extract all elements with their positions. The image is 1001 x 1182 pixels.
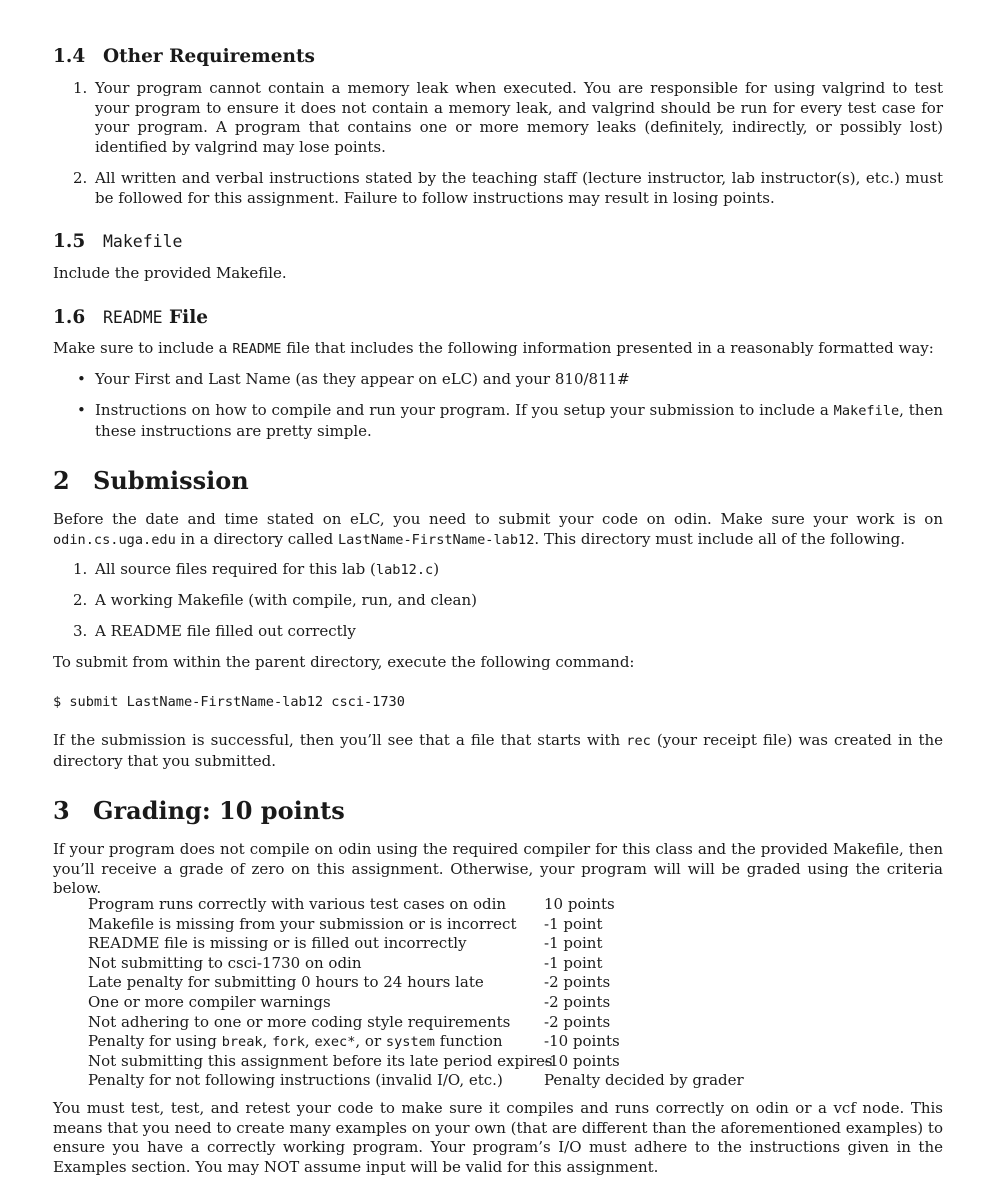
points-cell: -1 point [544, 914, 603, 933]
list-marker: 2. [73, 169, 88, 187]
text-run: , [262, 1032, 273, 1051]
text-run: (your receipt file) was created in the directory that you submitted. [53, 731, 944, 770]
text-run: Penalty for using [88, 1032, 222, 1051]
bullet-icon: • [77, 370, 86, 388]
code-run: system [385, 1034, 435, 1051]
list-item-text: Your program cannot contain a memory leak when executed. You are responsible for using valgrind to test your program to ensure it does not contain a memory leak, and valgrind should be run for every test case for your program. A program that contains one or more memory leaks (definitely, indirectly, or possibly lost) identified by valgrind may lose points. [95, 79, 943, 156]
criterion-cell: Penalty for not following instructions (invalid I/O, etc.) [88, 1071, 503, 1090]
list-item-text: All written and verbal instructions stated by the teaching staff (lecture instructor, lab instructor(s), etc.) must be followed for this assignment. Failure to follow instructions may result in losing points. [95, 169, 943, 207]
criterion-cell: Not adhering to one or more coding style requirements [88, 1012, 511, 1031]
points-cell: -10 points [544, 1032, 620, 1051]
section-1-6-heading [53, 307, 208, 328]
code-run: break [221, 1034, 263, 1051]
bullet-icon: • [77, 401, 86, 419]
section-3-heading [53, 796, 345, 825]
criterion-cell: Not submitting this assignment before its late period expires [88, 1051, 553, 1070]
text-run: ) [433, 560, 440, 578]
list-item-text: A working Makefile (with compile, run, and clean) [95, 591, 478, 609]
text-run: in a directory called [175, 529, 338, 548]
criterion-cell: Program runs correctly with various test cases on odin [88, 895, 507, 913]
submission-paragraph [53, 510, 943, 550]
criterion-cell: One or more compiler warnings [88, 992, 331, 1011]
text-run: file that includes the following information presented in a reasonably formatted way: [281, 339, 934, 357]
text-run: , then these instructions are pretty simple. [95, 401, 944, 440]
readme-intro [53, 339, 943, 360]
code-run: LastName-FirstName-lab12 [337, 531, 535, 548]
points-cell: -2 points [544, 992, 611, 1011]
criterion-cell [88, 1032, 503, 1053]
section-1-4-heading [53, 46, 315, 67]
text-run: Instructions on how to compile and run your program. If you setup your submission to include a [95, 401, 834, 419]
section-number: 1.4 [53, 46, 86, 67]
list-marker: 1. [73, 560, 88, 578]
criterion-cell: Late penalty for submitting 0 hours to 24 hours late [88, 973, 484, 992]
list-item [53, 169, 943, 208]
receipt-paragraph [53, 731, 943, 771]
makefile-paragraph: Include the provided Makefile. [53, 264, 287, 282]
criterion-cell: README file is missing or is filled out incorrectly [88, 934, 467, 953]
grading-intro: If your program does not compile on odin using the required compiler for this class and the provided Makefile, then you’ll receive a grade of zero on this assignment. Otherwise, your program will will be graded using the criteria below. [53, 840, 943, 898]
section-2-heading [53, 466, 249, 495]
section-title: Other Requirements [103, 46, 315, 67]
code-run: README [232, 341, 282, 357]
section-number: 3 [53, 796, 70, 825]
list-item-text [95, 560, 943, 581]
list-item [53, 79, 943, 157]
code-run: rec [626, 733, 651, 749]
list-item [53, 591, 943, 611]
text-run: . This directory must include all of the following. [534, 529, 905, 548]
submit-command: $ submit LastName-FirstName-lab12 csci-1730 [53, 694, 405, 710]
criterion-cell: Makefile is missing from your submission or is incorrect [88, 914, 517, 933]
testing-paragraph: You must test, test, and retest your code to make sure it compiles and runs correctly on odin or a vcf node. This means that you need to create many examples on your own (that are different than the aforementioned examples) to ensure you have a correctly working program. Your program’s I/O must adhere to the instructions given in the Examples section. You may NOT assume input will be valid for this assignment. [53, 1099, 943, 1176]
section-number: 1.6 [53, 307, 86, 328]
list-item-text: A README file filled out correctly [95, 622, 356, 640]
section-1-5-heading [53, 231, 182, 252]
section-number: 2 [53, 466, 70, 495]
points-cell: -10 points [544, 1051, 620, 1070]
section-title: File [162, 307, 209, 328]
points-cell: -1 point [544, 934, 603, 953]
criterion-cell: Not submitting to csci-1730 on odin [88, 953, 362, 972]
points-cell: Penalty decided by grader [544, 1071, 744, 1090]
bullet-item [53, 401, 943, 441]
points-cell: -2 points [544, 1012, 611, 1031]
list-item [53, 622, 943, 642]
points-cell: 10 points [544, 895, 615, 913]
section-title: Submission [93, 466, 249, 495]
text-run: If the submission is successful, then you’ll see that a file that starts with [53, 731, 627, 749]
text-run: , or [355, 1032, 386, 1051]
text-run: , [304, 1032, 315, 1051]
list-marker: 3. [73, 622, 88, 640]
list-marker: 2. [73, 591, 88, 609]
code-run: odin.cs.uga.edu [53, 531, 176, 548]
text-run: Before the date and time stated on eLC, you need to submit your code on odin. Make sure your work is on [53, 510, 943, 528]
points-cell: -2 points [544, 973, 611, 992]
points-cell: -1 point [544, 953, 603, 972]
code-run: lab12.c [375, 562, 434, 578]
section-title-code: README [103, 308, 163, 327]
list-item [53, 560, 943, 581]
section-title: Grading: 10 points [93, 796, 345, 825]
bullet-text: Your First and Last Name (as they appear on eLC) and your 810/811# [95, 370, 630, 388]
text-run: Make sure to include a [53, 339, 233, 357]
section-number: 1.5 [53, 231, 86, 252]
code-run: exec* [314, 1034, 356, 1051]
section-title: Makefile [103, 232, 183, 251]
text-run: All source files required for this lab ( [95, 560, 376, 578]
list-marker: 1. [73, 79, 88, 97]
bullet-text [95, 401, 943, 441]
submit-instruction: To submit from within the parent directory, execute the following command: [53, 653, 635, 671]
text-run: function [435, 1032, 503, 1051]
bullet-item [53, 370, 943, 390]
code-run: fork [272, 1034, 305, 1051]
code-run: Makefile [833, 403, 900, 419]
